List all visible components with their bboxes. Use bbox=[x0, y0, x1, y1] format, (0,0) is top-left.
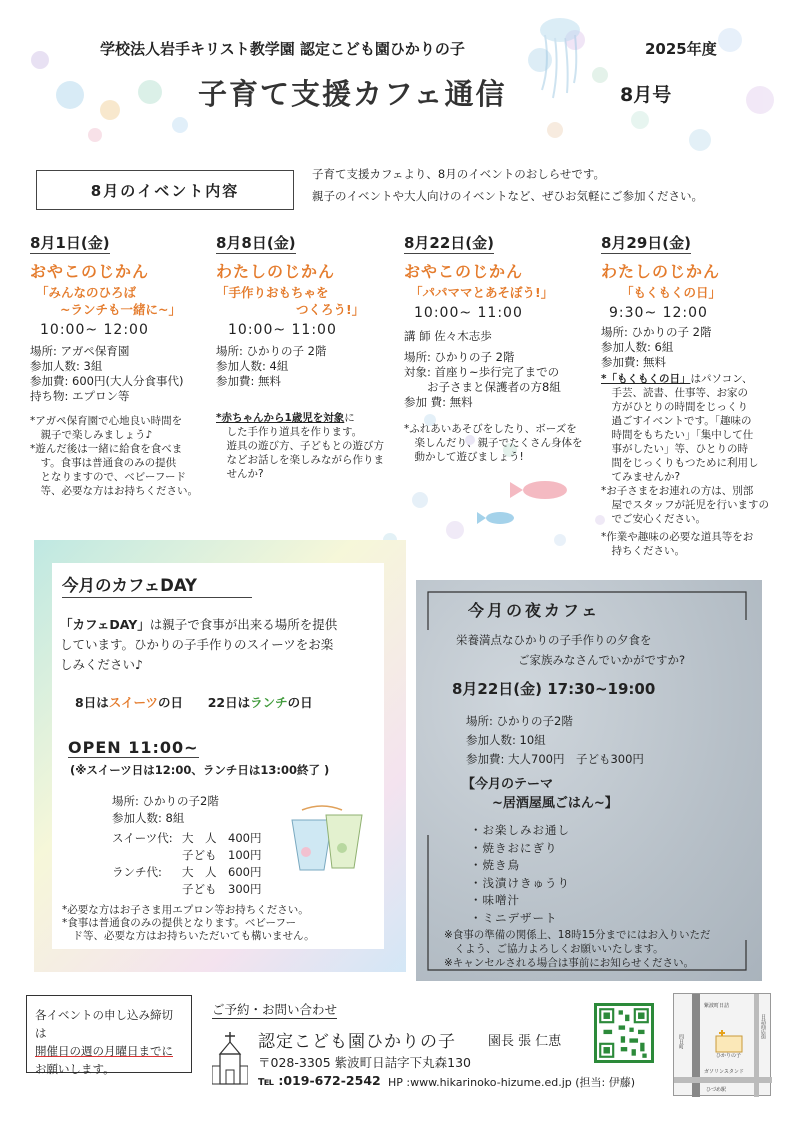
event-time: 9:30~ 12:00 bbox=[609, 305, 708, 321]
event-detail: 参加費: 無料 bbox=[216, 374, 282, 388]
cafe-day-body bbox=[60, 615, 380, 675]
cafe-day-day-a-tail: の日 bbox=[157, 695, 183, 710]
night-cafe-count: 参加人数: 10組 bbox=[466, 733, 546, 747]
night-cafe-place: 場所: ひかりの子2階 bbox=[466, 714, 573, 728]
event-title: おやこのじかん bbox=[30, 262, 150, 281]
map-label: 日詰商店街 bbox=[760, 1014, 766, 1039]
menu-item: ・ミニデザート bbox=[470, 910, 558, 925]
menu-item: ・味噌汁 bbox=[470, 893, 520, 907]
cafe-day-day-b-tail: の日 bbox=[287, 695, 313, 710]
jellyfish-icon bbox=[540, 18, 580, 98]
event-note: *お子さまをお連れの方は、別部 bbox=[601, 485, 754, 497]
map-label: 四日町 bbox=[678, 1034, 684, 1049]
deadline-note bbox=[26, 995, 192, 1076]
cafe-day-details bbox=[112, 793, 219, 827]
event-note: 過ごすイベントです。「趣味の bbox=[601, 415, 752, 427]
event-note-emphasis: *「もくもくの日」 bbox=[601, 373, 691, 385]
event-note: 時間をもちたい」「集中して仕 bbox=[601, 429, 754, 441]
event-note: に bbox=[344, 412, 355, 424]
event-note: てみませんか? bbox=[601, 471, 681, 483]
lunch-price-label: ランチ代: bbox=[112, 865, 162, 879]
event-subtitle: つくろう!」 bbox=[296, 302, 365, 317]
event-note: 親子で楽しみましょう♪ bbox=[30, 429, 153, 441]
cafe-day-count: 参加人数: 8組 bbox=[112, 811, 185, 825]
night-cafe-fee: 参加費: 大人700円 子ども300円 bbox=[466, 752, 644, 766]
night-cafe-details bbox=[466, 712, 644, 769]
event-detail: 参加費: 600円(大人分食事代) bbox=[30, 374, 184, 388]
event-detail: 対象: 首座り~歩行完了までの bbox=[404, 365, 560, 379]
deadline-note-line: お願いします。 bbox=[35, 1062, 115, 1076]
website[interactable]: HP :www.hikarinoko-hizume.ed.jp (担当: 伊藤) bbox=[388, 1076, 636, 1089]
menu-item: ・浅漬けきゅうり bbox=[470, 875, 570, 890]
intro-line: 親子のイベントや大人向けのイベントなど、ぜひお気軽にご参加ください。 bbox=[312, 189, 703, 203]
event-subtitle: 「みんなのひろば bbox=[36, 285, 137, 300]
deadline-note-line: 各イベントの申し込み締切は bbox=[35, 1008, 173, 1040]
event-detail: 参加費: 無料 bbox=[601, 355, 667, 369]
event-subtitle: 「手作りおもちゃを bbox=[216, 285, 329, 300]
event-note: した手作り道具を作ります。 bbox=[216, 426, 363, 438]
map-label: ガソリンスタンド bbox=[704, 1069, 744, 1075]
event-note: す。食事は普通食のみの提供 bbox=[30, 457, 177, 469]
night-cafe-datetime: 8月22日(金) 17:30~19:00 bbox=[452, 680, 656, 698]
menu-item: ・焼きおにぎり bbox=[470, 840, 558, 855]
lunch-adult-price: 600円 bbox=[228, 865, 262, 879]
event-detail: 場所: ひかりの子 2階 bbox=[216, 344, 327, 358]
event-note: *アガペ保育園で心地良い時間を bbox=[30, 415, 183, 427]
event-subtitle: ~ランチも一緒に~」 bbox=[60, 302, 181, 317]
school-name: 認定こども園ひかりの子 bbox=[258, 1032, 456, 1052]
event-card bbox=[216, 232, 396, 481]
section-label bbox=[36, 170, 294, 210]
price-child-label: 子ども bbox=[182, 848, 217, 862]
cafe-day-prices bbox=[112, 830, 261, 898]
event-note: 等、必要な方はお持ちください。 bbox=[30, 485, 198, 497]
event-card bbox=[601, 232, 773, 558]
night-cafe-notes bbox=[444, 928, 711, 970]
night-cafe-theme bbox=[462, 775, 618, 813]
night-cafe-title: 今月の夜カフェ bbox=[468, 601, 601, 620]
event-note: 間をじっくりもつために利用し bbox=[601, 457, 759, 469]
issue-label: 8月号 bbox=[620, 84, 672, 106]
section-label-text: 8月のイベント内容 bbox=[90, 181, 240, 200]
event-title: おやこのじかん bbox=[404, 262, 524, 281]
cafe-day-note: *必要な方はお子さま用エプロン等お持ちください。 bbox=[62, 904, 309, 916]
intro-line: 子育て支援カフェより、8月のイベントのおしらせです。 bbox=[312, 167, 605, 181]
event-note: 動かして遊びましょう! bbox=[404, 451, 524, 463]
event-date: 8月29日(金) bbox=[601, 234, 692, 252]
church-icon bbox=[212, 1030, 248, 1086]
night-cafe-lead-line: 栄養満点なひかりの子手作りの夕食を bbox=[456, 633, 652, 647]
event-note: 方がひとりの時間をじっくり bbox=[601, 401, 748, 413]
menu-item: ・焼き鳥 bbox=[470, 858, 520, 872]
cafe-day-day-a: 8日は bbox=[75, 695, 109, 710]
event-detail: 場所: ひかりの子 2階 bbox=[601, 325, 712, 339]
night-cafe-note: ※食事の準備の関係上、18時15分までにはお入りいただ bbox=[444, 929, 711, 941]
newsletter-title: 子育て支援カフェ通信 bbox=[198, 77, 507, 111]
cafe-day-lead: 「カフェDAY」 bbox=[60, 617, 150, 632]
access-map bbox=[673, 993, 771, 1096]
price-adult-label: 大 人 bbox=[182, 865, 217, 879]
map-label: ひかりの子 bbox=[716, 1053, 742, 1059]
fish-icon bbox=[477, 481, 567, 524]
deadline-note-line: 開催日の週の月曜日までに bbox=[35, 1044, 173, 1058]
price-adult-label: 大 人 bbox=[182, 831, 217, 845]
event-time: 10:00~ 11:00 bbox=[228, 322, 337, 338]
principal-name: 園長 張 仁恵 bbox=[488, 1034, 562, 1049]
phone: ℡ :019-672-2542 bbox=[258, 1073, 381, 1088]
night-cafe-lead bbox=[456, 630, 685, 670]
cafe-day-body-line: は親子で食事が出来る場所を提供 bbox=[149, 617, 338, 632]
event-date: 8月1日(金) bbox=[30, 234, 110, 252]
event-detail: 参加人数: 4組 bbox=[216, 359, 289, 373]
event-date: 8月22日(金) bbox=[404, 234, 495, 252]
cafe-day-place: 場所: ひかりの子2階 bbox=[112, 794, 219, 808]
event-note: などお話しを楽しみながら作りま bbox=[216, 454, 384, 466]
event-note: 事がしたい」等、ひとりの時 bbox=[601, 443, 748, 455]
event-time: 10:00~ 11:00 bbox=[414, 305, 523, 321]
event-subtitle: 「もくもくの日」 bbox=[621, 285, 722, 300]
qr-code[interactable] bbox=[594, 1003, 654, 1063]
cafe-day-notes bbox=[62, 904, 315, 943]
cafe-day-note: ド等、必要な方はお持ちいただいても構いません。 bbox=[62, 930, 315, 942]
event-detail: 参加 費: 無料 bbox=[404, 395, 473, 409]
cafe-day-open: OPEN 11:00~ bbox=[68, 738, 199, 757]
cafe-day-lunch: ランチ bbox=[250, 695, 288, 710]
event-title: わたしのじかん bbox=[216, 262, 336, 281]
event-note: でご安心ください。 bbox=[601, 513, 706, 525]
event-note: せんか? bbox=[216, 468, 264, 480]
map-label: 紫波町日詰 bbox=[704, 1003, 730, 1009]
event-lecturer: 講 師 佐々木志歩 bbox=[404, 329, 492, 343]
event-note: *作業や趣味の必要な道具等をお bbox=[601, 531, 754, 543]
event-note: 楽しんだり、親子でたくさん身体を bbox=[404, 437, 583, 449]
cafe-day-body-line: しています。ひかりの子手作りのスイーツをお楽 bbox=[60, 637, 334, 652]
event-subtitle: 「パパママとあそぼう!」 bbox=[410, 285, 554, 300]
night-cafe-theme-sub: ~居酒屋風ごはん~】 bbox=[492, 796, 618, 811]
menu-item: ・お楽しみお通し bbox=[470, 823, 570, 837]
night-cafe-lead-line: ご家族みなさんでいかがですか? bbox=[518, 653, 686, 667]
event-note: 手芸、読書、仕事等、お家の bbox=[601, 387, 748, 399]
intro-text bbox=[312, 163, 703, 207]
sweets-price-label: スイーツ代: bbox=[112, 831, 173, 845]
cafe-day-schedule bbox=[75, 693, 313, 711]
night-cafe-note: くよう、ご協力よろしくお願いいたします。 bbox=[444, 943, 664, 955]
cafe-day-title: 今月のカフェDAY bbox=[62, 576, 198, 595]
event-detail: 持ち物: エプロン等 bbox=[30, 389, 130, 403]
event-detail: お子さまと保護者の方8組 bbox=[404, 380, 561, 394]
fiscal-year: 2025年度 bbox=[645, 40, 717, 58]
cafe-day-day-b: 22日は bbox=[207, 695, 251, 710]
address: 〒028-3305 紫波町日詰字下丸森130 bbox=[258, 1055, 472, 1070]
event-detail: 参加人数: 6組 bbox=[601, 340, 674, 354]
cafe-day-note: *食事は普通食のみの提供となります。ベビーフー bbox=[62, 917, 297, 929]
night-cafe-menu bbox=[470, 822, 570, 927]
sweets-adult-price: 400円 bbox=[228, 831, 262, 845]
price-child-label: 子ども bbox=[182, 882, 217, 896]
cafe-day-open-note: (※スイーツ日は12:00、ランチ日は13:00終了 ) bbox=[70, 763, 330, 777]
lunch-child-price: 300円 bbox=[228, 882, 262, 896]
cafe-day-sweets: スイーツ bbox=[108, 695, 158, 710]
event-note: *ふれあいあそびをしたり、ボーズを bbox=[404, 423, 577, 435]
contact-label: ご予約・お問い合わせ bbox=[212, 1002, 338, 1017]
event-detail: 場所: アガペ保育園 bbox=[30, 344, 130, 358]
org-name: 学校法人岩手キリスト教学園 認定こども園ひかりの子 bbox=[100, 40, 465, 58]
event-time: 10:00~ 12:00 bbox=[40, 322, 149, 338]
night-cafe-theme-title: 【今月のテーマ bbox=[462, 777, 554, 792]
event-detail: 場所: ひかりの子 2階 bbox=[404, 350, 515, 364]
event-note-emphasis: *赤ちゃんから1歳児を対象 bbox=[216, 412, 345, 424]
event-note: はパソコン、 bbox=[690, 373, 753, 385]
event-note: 遊具の遊び方、子どもとの遊び方 bbox=[216, 440, 384, 452]
event-note: *遊んだ後は一緒に給食を食べま bbox=[30, 443, 183, 455]
event-note: 屋でスタッフが託児を行いますの bbox=[601, 499, 769, 511]
drink-cups-icon bbox=[282, 800, 368, 880]
event-note: となりますので、ベビーフード bbox=[30, 471, 187, 483]
event-title: わたしのじかん bbox=[601, 262, 721, 281]
event-card bbox=[404, 232, 594, 464]
event-date: 8月8日(金) bbox=[216, 234, 296, 252]
sweets-child-price: 100円 bbox=[228, 848, 262, 862]
event-card bbox=[30, 232, 210, 498]
cafe-day-body-line: しみください♪ bbox=[60, 657, 143, 672]
night-cafe-note: ※キャンセルされる場合は事前にお知らせください。 bbox=[444, 957, 694, 969]
cafe-day-title-underline bbox=[62, 597, 252, 598]
event-detail: 参加人数: 3組 bbox=[30, 359, 103, 373]
event-note: 持ちください。 bbox=[601, 545, 685, 557]
map-label: ひづめ駅 bbox=[706, 1087, 727, 1093]
